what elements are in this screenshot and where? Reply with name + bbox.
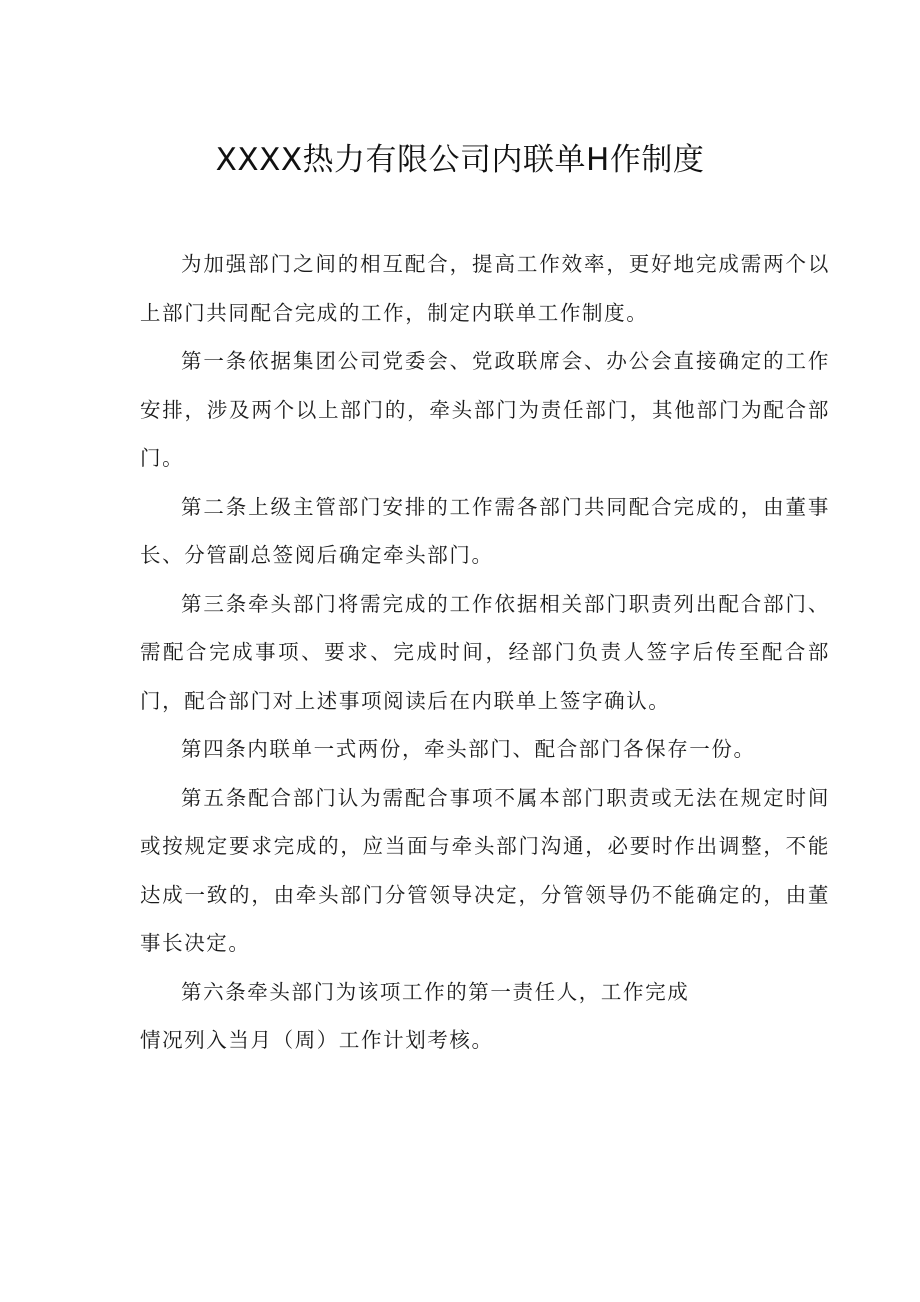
paragraph-article-6-line-2: 情况列入当月（周）工作计划考核。	[140, 1028, 494, 1052]
paragraph-article-3: 第三条牵头部门将需完成的工作依据相关部门职责列出配合部门、需配合完成事项、要求、完成时间，经部门负责人签字后传至配合部门，配合部门对上述事项阅读后在内联单上签字确认。	[140, 591, 830, 713]
document-body	[140, 240, 830, 1065]
document-title: XXXX热力有限公司内联单H作制度	[215, 142, 705, 178]
paragraph-article-4: 第四条内联单一式两份，牵头部门、配合部门各保存一份。	[181, 737, 756, 761]
paragraph-article-2: 第二条上级主管部门安排的工作需各部门共同配合完成的，由董事长、分管副总签阅后确定牵头部门。	[140, 494, 830, 567]
paragraph-intro: 为加强部门之间的相互配合，提高工作效率，更好地完成需两个以上部门共同配合完成的工作，制定内联单工作制度。	[140, 252, 830, 325]
paragraph-article-1: 第一条依据集团公司党委会、党政联席会、办公会直接确定的工作安排，涉及两个以上部门的，牵头部门为责任部门，其他部门为配合部门。	[140, 349, 830, 470]
paragraph-article-5: 第五条配合部门认为需配合事项不属本部门职责或无法在规定时间或按规定要求完成的，应当面与牵头部门沟通，必要时作出调整，不能达成一致的，由牵头部门分管领导决定，分管领导仍不能确定的，由董事长决定。	[140, 785, 830, 955]
paragraph-article-6-line-1: 第六条牵头部门为该项工作的第一责任人，工作完成	[181, 979, 690, 1004]
